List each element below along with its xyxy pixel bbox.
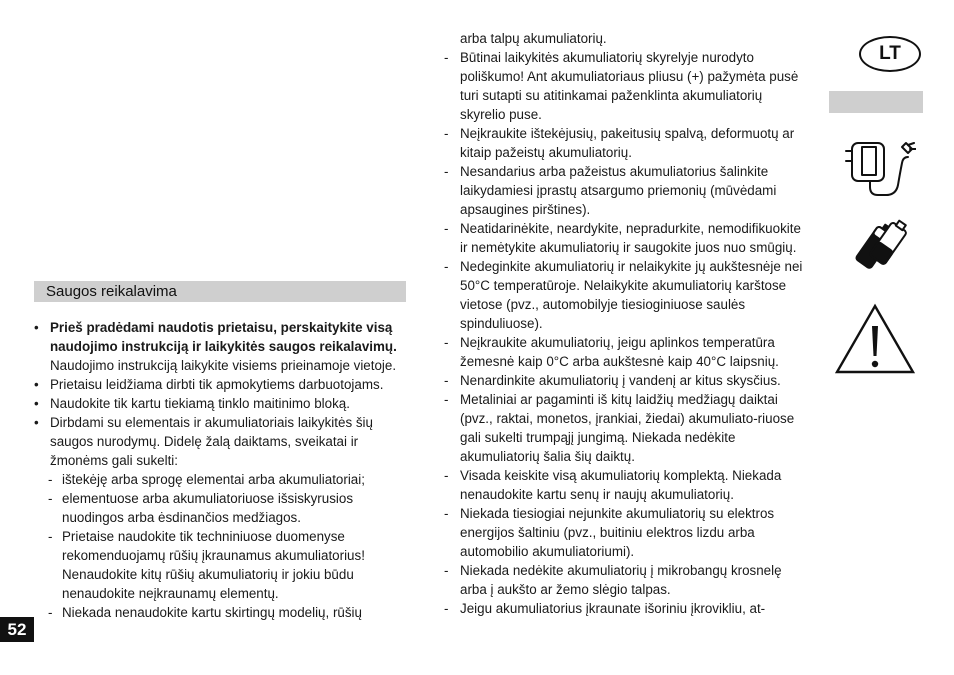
list-item [444,162,808,219]
list-item [34,394,406,413]
list-item [34,375,406,394]
list-item [444,371,808,390]
item-text: Nesandarius arba pažeistus akumuliatorius šalinkite laikydamiesi įprastų atsargumo priemonių (mūvėdami apsaugines pirštines). [460,164,777,217]
warning-triangle-icon [833,302,917,376]
list-item [444,599,808,618]
list-item [444,219,808,257]
bullet-mark: • [34,415,39,430]
item-text: Prietaise naudokite tik techniniuose duomenyse rekomenduojamų rūšių įkraunamus akumuliatorius! Nenaudokite kitų rūšių akumuliatorių ir jokiu būdu nenaudokite neįkraunamų elementų. [62,529,365,601]
list-item [444,466,808,504]
dash-mark: - [48,605,53,620]
left-column [34,318,406,622]
item-text: Neatidarinėkite, neardykite, nepradurkite, nemodifikuokite ir nemėtykite akumuliatorių ir saugokite juos nuo smūgių. [460,221,801,255]
dash-mark: - [444,259,449,274]
list-item [444,124,808,162]
item-text: Dirbdami su elementais ir akumuliatoriais laikykitės šių saugos nurodymų. Didelę žalą daiktams, sveikatai ir žmonėms gali sukelti: [50,415,373,468]
sub-list-item [34,470,406,489]
dash-mark: - [444,50,449,65]
list-item [444,561,808,599]
dash-mark: - [444,506,449,521]
dash-mark: - [444,126,449,141]
item-text: Niekada tiesiogiai nejunkite akumuliatorių su elektros energijos šaltiniu (pvz., buitiniu elektros lizdu arba automobilio akumuliatoriumi). [460,506,775,559]
item-text: Prietaisu leidžiama dirbti tik apmokytiems darbuotojams. [50,377,384,392]
item-text: Niekada nedėkite akumuliatorių į mikrobangų krosnelę arba į aukšto ar žemo slėgio talpas. [460,563,782,597]
item-bold-text: Prieš pradėdami naudotis prietaisu, perskaitykite visą naudojimo instrukciją ir laikykitės saugos reikalavimų. [50,320,397,354]
dash-mark: - [444,164,449,179]
list-item [444,504,808,561]
right-column [444,29,808,618]
item-text: Metaliniai ar pagaminti iš kitų laidžių medžiagų daiktai (pvz., raktai, monetos, įrankiai, žiedai) akumuliato-riuose gali sukelti trumpąjį jungimą. Niekada nedėkite akumuliatorių šalia šių daiktų. [460,392,795,464]
dash-mark: - [444,373,449,388]
list-item [444,48,808,124]
item-text: Naudokite tik kartu tiekiamą tinklo maitinimo bloką. [50,396,350,411]
list-item [34,413,406,470]
sub-list-item [34,527,406,603]
list-item [444,257,808,333]
item-text: Niekada nenaudokite kartu skirtingų modelių, rūšių [62,605,362,620]
language-badge: LT [859,36,921,72]
power-adapter-icon [844,133,916,203]
list-item-continuation [444,29,808,48]
item-text: Nedeginkite akumuliatorių ir nelaikykite jų aukštesnėje nei 50°C temperatūroje. Nelaikykite akumuliatorių karštose vietose (pvz., automobilyje tiesioginiuose saulės spinduliuose). [460,259,803,331]
bullet-mark: • [34,320,39,335]
item-text: Naudojimo instrukciją laikykite visiems prieinamoje vietoje. [50,358,397,373]
dash-mark: - [48,472,53,487]
dash-mark: - [444,221,449,236]
item-text: Jeigu akumuliatorius įkraunate išoriniu įkrovikliu, at- [460,601,766,616]
item-text: Neįkraukite ištekėjusių, pakeitusių spalvą, deformuotų ar kitaip pažeistų akumuliatorių. [460,126,795,160]
bullet-mark: • [34,377,39,392]
list-item [444,390,808,466]
list-item [34,318,406,375]
list-item [444,333,808,371]
side-tab-bar [829,91,923,113]
dash-mark: - [48,529,53,544]
sub-list-item [34,489,406,527]
sub-list-item [34,603,406,622]
item-text: Nenardinkite akumuliatorių į vandenį ar kitus skysčius. [460,373,781,388]
page-number: 52 [0,617,34,642]
dash-mark: - [444,468,449,483]
item-text: Visada keiskite visą akumuliatorių komplektą. Niekada nenaudokite kartu senų ir naujų akumuliatorių. [460,468,782,502]
section-title: Saugos reikalavima [46,283,177,300]
dash-mark: - [444,601,449,616]
dash-mark: - [48,491,53,506]
dash-mark: - [444,563,449,578]
item-text: arba talpų akumuliatorių. [460,31,607,46]
batteries-icon [853,218,909,280]
dash-mark: - [444,335,449,350]
dash-mark: - [444,392,449,407]
item-text: Neįkraukite akumuliatorių, jeigu aplinkos temperatūra žemesnė kaip 0°C arba aukštesnė kaip 40°C laipsnių. [460,335,779,369]
item-text: elementuose arba akumuliatoriuose išsiskyrusios nuodingos arba ėsdinančios medžiagos. [62,491,354,525]
item-text: Būtinai laikykitės akumuliatorių skyrelyje nurodyto poliškumo! Ant akumuliatoriaus pliusu (+) pažymėta pusė turi sutapti su atitinkamai paženklinta akumuliatorių skyrelio puse. [460,50,799,122]
item-text: ištekėję arba sprogę elementai arba akumuliatoriai; [62,472,365,487]
bullet-mark: • [34,396,39,411]
